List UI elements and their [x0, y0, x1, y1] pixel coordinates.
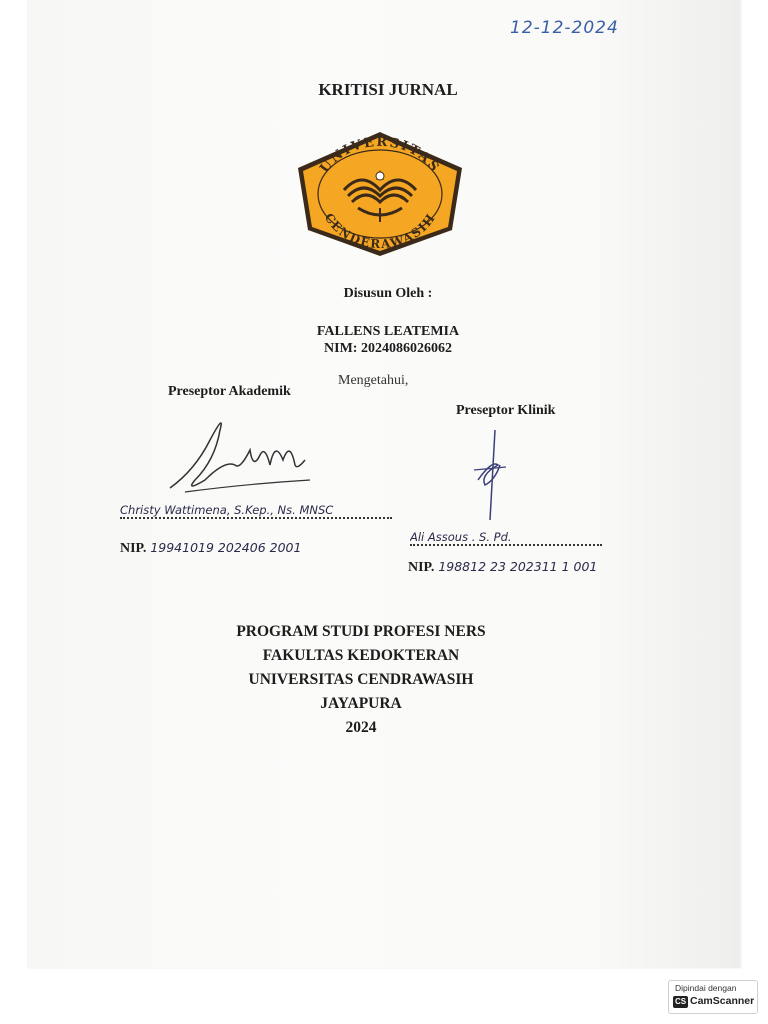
- academic-nip-label: NIP.: [120, 541, 147, 556]
- academic-nip-value: 19941019 202406 2001: [150, 540, 302, 555]
- academic-signature: [165, 410, 315, 500]
- author-label: Disusun Oleh :: [343, 286, 433, 301]
- academic-nip: [120, 539, 301, 557]
- clinical-preceptor-role: Preseptor Klinik: [456, 403, 556, 418]
- camscanner-badge: [668, 980, 758, 1014]
- clinical-preceptor-name: Ali Assous . S. Pd.: [410, 530, 602, 546]
- handwritten-date: 12-12-2024: [510, 18, 619, 38]
- program-name: PROGRAM STUDI PROFESI NERS: [236, 623, 486, 640]
- academic-preceptor-name: Christy Wattimena, S.Kep., Ns. MNSC: [120, 503, 392, 519]
- faculty-name: FAKULTAS KEDOKTERAN: [262, 647, 460, 664]
- clinical-nip-label: NIP.: [408, 560, 435, 575]
- approval-label: Mengetahui,: [338, 373, 409, 388]
- university-name: UNIVERSITAS CENDRAWASIH: [248, 671, 474, 688]
- city-name: JAYAPURA: [320, 695, 402, 712]
- academic-preceptor-role: Preseptor Akademik: [168, 384, 291, 399]
- clinical-nip-value: 198812 23 202311 1 001: [438, 559, 598, 574]
- camscanner-logo-icon: CS: [674, 997, 687, 1006]
- scanner-caption: Dipindai dengan: [675, 983, 737, 993]
- scanner-brand: CamScanner: [690, 995, 755, 1007]
- document-title: KRITISI JURNAL: [318, 80, 458, 99]
- logo-top-text: UNIVERSITAS: [317, 134, 443, 176]
- university-logo: [292, 130, 468, 258]
- author-nim: NIM: 2024086026062: [324, 341, 452, 356]
- institution-block: [0, 620, 722, 740]
- clinical-signature: [470, 425, 510, 525]
- logo-bottom-text: CENDERAWASIH: [321, 210, 439, 252]
- logo-shield-icon: [292, 130, 468, 258]
- year: 2024: [345, 719, 377, 736]
- clinical-nip: [408, 558, 597, 576]
- author-name: FALLENS LEATEMIA: [316, 324, 460, 339]
